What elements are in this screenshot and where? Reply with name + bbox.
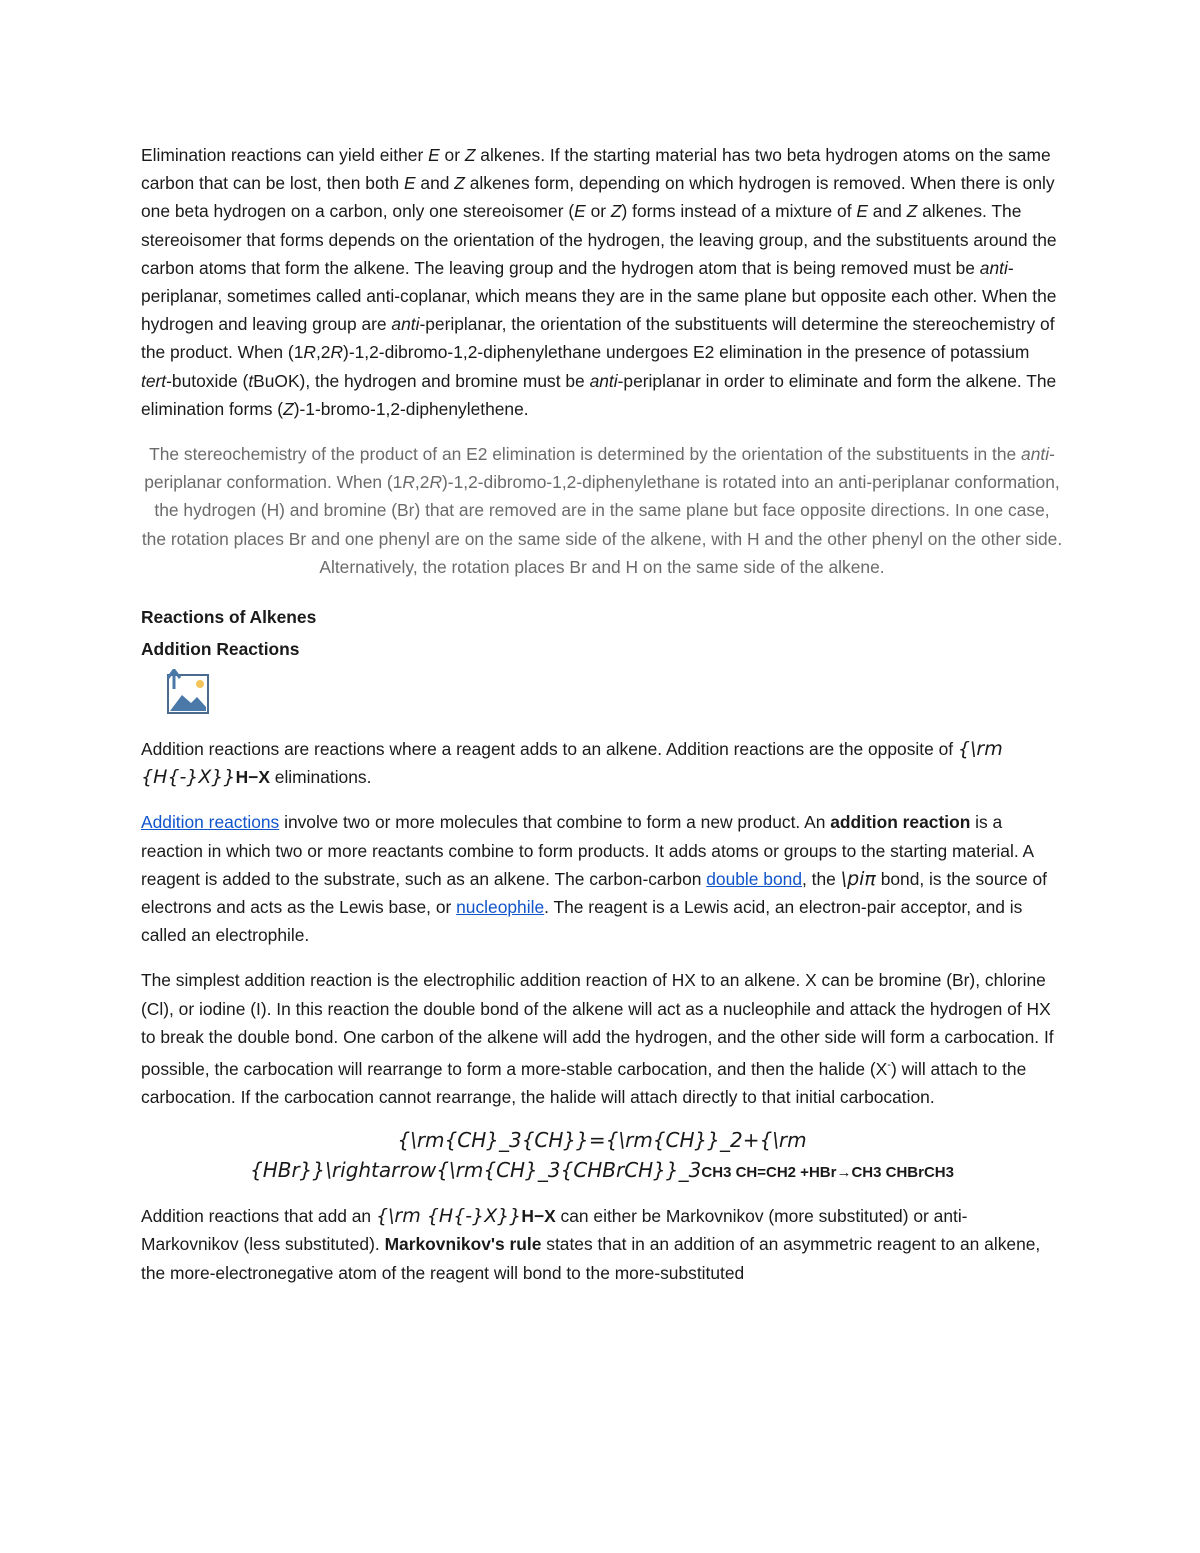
text: -periplanar in order to eliminate and form the alkene. The elimination forms ( [141,370,1057,419]
text: . The reagent is a Lewis acid, an electron-pair acceptor, and is called an electrophile. [141,897,1023,946]
broken-image-icon[interactable] [167,669,209,715]
text: and [867,201,907,222]
document-body [141,141,1063,1287]
italic-text: R [402,472,415,493]
text: )-1,2-dibromo-1,2-diphenylethane is rotated into an anti-periplanar conformation, the hydrogen (H) and bromine (Br) that are removed are in the same plane but face opposite directions. In one case, the rotation places Br and one phenyl are on the same side of the alkene, with H and the other phenyl on the other side. Alternatively, the rotation places Br and H on the same side of the alkene. [141,472,1063,577]
text: bond, is the source of electrons and acts as the Lewis base, or [141,868,1047,918]
italic-text: tert [141,370,167,391]
equation-plain-text: CH3 CH=CH2 +HBr→CH3 CHBrCH3 [701,1164,954,1182]
text: BuOK), the hydrogen and bromine must be [253,370,590,391]
text: ,2 [414,472,430,493]
heading-addition-reactions: Addition Reactions [141,639,300,660]
link-nucleophile[interactable]: nucleophile [456,897,545,918]
text: can either be Markovnikov (more substituted) or anti-Markovnikov (less substituted). [141,1206,968,1255]
link-double-bond[interactable]: double bond [706,868,802,889]
bold-term: addition reaction [830,812,971,833]
text: The stereochemistry of the product of an E2 elimination is determined by the orientation of the substituents in the [149,444,1022,465]
broken-image-icon-graphic [167,669,209,715]
text: alkenes. If the starting material has two beta hydrogen atoms on the same carbon that can be lost, then both [141,145,1051,194]
text: Addition reactions that add an [141,1206,376,1227]
italic-text: anti [589,370,618,391]
figure-caption [141,440,1063,581]
text: -periplanar, sometimes called anti-coplanar, which means they are in the same plane but opposite each other. When the hydrogen and leaving group are [141,257,1057,335]
text: alkenes form, depending on which hydrogen is removed. When there is only one beta hydrogen on a carbon, only one stereoisomer ( [141,173,1055,222]
text: is a reaction in which two or more reactants combine to form products. It adds atoms or groups to the starting material. A reagent is added to the substrate, such as an alkene. The carbon-carbon [141,812,1034,889]
text: alkenes. The stereoisomer that forms depends on the orientation of the hydrogen, the leaving group, and the substituents around the carbon atoms that form the alkene. The leaving group and the hydrogen atom that is being removed must be [141,201,1057,278]
italic-text: Z [283,398,294,419]
latex-source: \pi [840,867,865,890]
text: )-1,2-dibromo-1,2-diphenylethane undergoes E2 elimination in the presence of potassium [343,342,1030,363]
text: -butoxide ( [166,370,249,391]
italic-text: E [574,201,586,222]
bold-term: Markovnikov's rule [384,1234,542,1255]
text: ,2 [315,342,331,363]
equation-block [141,1125,1063,1188]
superscript: - [887,1059,891,1072]
paragraph-elimination [141,141,1063,423]
paragraph-addition-intro [141,735,1063,791]
formula-text: H−X [235,767,270,788]
italic-text: Z [610,201,622,222]
text: ) will attach to the carbocation. If the carbocation cannot rearrange, the halide will attach directly to that initial carbocation. [141,1058,1027,1108]
italic-text: anti [391,314,420,335]
paragraph-electrophilic-addition [141,966,1063,1111]
equation-latex-line-1: {\rm{CH}_3{CH}}={\rm{CH}}_2+{\rm [397,1128,807,1153]
paragraph-markovnikov [141,1202,1063,1287]
italic-text: Z [454,173,465,194]
italic-text: E [403,173,416,194]
italic-text: anti [1021,444,1050,465]
text: Elimination reactions can yield either [141,145,429,165]
text: states that in an addition of an asymmetric reagent to an alkene, the more-electronegative atom of the reagent will bond to the more-substituted [141,1234,1041,1283]
heading-reactions-of-alkenes: Reactions of Alkenes [141,607,317,628]
italic-text: Z [464,145,476,165]
italic-text: t [248,370,254,391]
latex-source: {\rm {H{-}X}} [375,1205,522,1228]
text: , the [802,868,841,889]
equation-latex-line-2: {HBr}}\rightarrow{\rm{CH}_3{CHBrCH}}_3 [250,1158,702,1183]
link-addition-reactions[interactable]: Addition reactions [141,812,280,833]
text: )-1-bromo-1,2-diphenylethene. [293,398,529,419]
text: ) forms instead of a mixture of [621,201,857,222]
text: eliminations. [269,767,372,788]
italic-text: R [429,472,442,493]
formula-text: H−X [521,1206,556,1227]
text: involve two or more molecules that combine to form a new product. An [279,812,831,833]
text: -periplanar conformation. When (1 [144,444,1055,493]
text: or [585,201,611,222]
italic-text: E [856,201,868,222]
text: and [415,173,455,194]
text: or [439,145,465,165]
formula-text: π [864,867,876,890]
text: The simplest addition reaction is the electrophilic addition reaction of HX to an alkene. X can be bromine (Br), chlorine (Cl), or iodine (I). In this reaction the double bond of the alkene will act as a nucleophile and attack the hydrogen of HX to break the double bond. One carbon of the alkene will add the hydrogen, and the other side will form a carbocation. If possible, the carbocation will rearrange to form a more-stable carbocation, and then the halide (X [141,970,1054,1079]
paragraph-addition-definition [141,808,1063,949]
italic-text: anti [979,257,1008,278]
italic-text: Z [906,201,918,222]
italic-text: R [330,342,344,363]
italic-text: E [428,145,440,165]
text: -periplanar, the orientation of the substituents will determine the stereochemistry of the product. When (1 [141,314,1055,363]
italic-text: R [303,342,316,363]
text: Addition reactions are reactions where a reagent adds to an alkene. Addition reactions are the opposite of [141,739,958,760]
latex-source: {\rm {H{-}X}} [141,738,1003,789]
